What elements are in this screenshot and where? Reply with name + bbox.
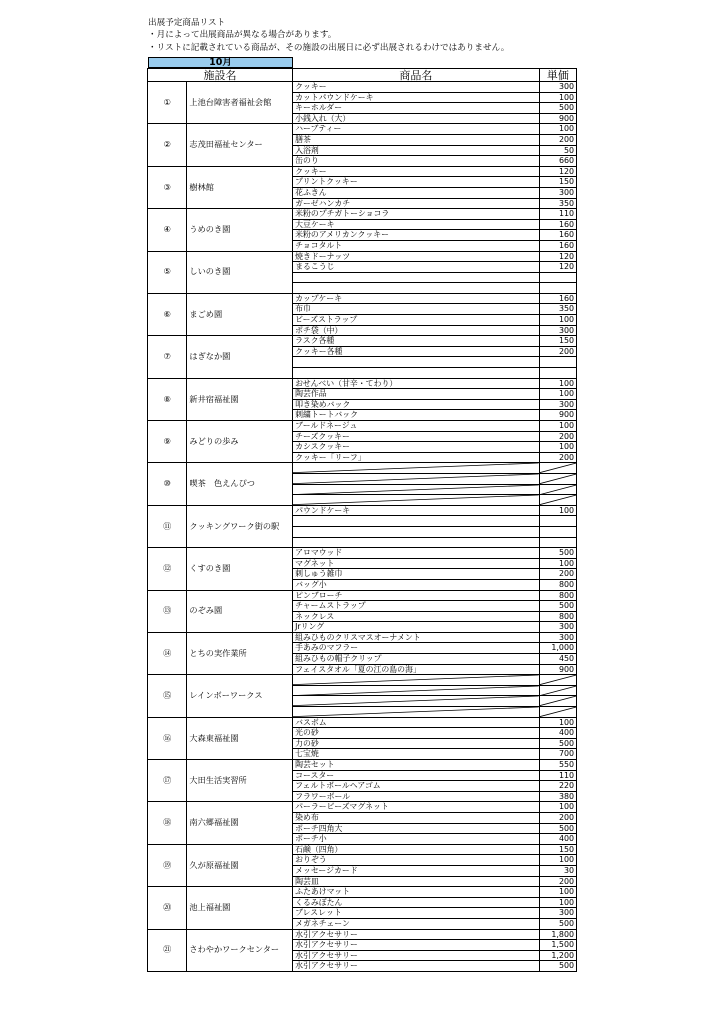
product-price: 110	[539, 770, 576, 781]
product-price	[539, 675, 576, 686]
table-row	[148, 675, 577, 686]
strike-line	[540, 495, 576, 505]
product-name: メガネチェーン	[293, 918, 540, 929]
product-price: 160	[539, 219, 576, 230]
product-price: 500	[539, 103, 576, 114]
product-price: 1,000	[539, 643, 576, 654]
product-price	[539, 537, 576, 548]
product-name: ラスク各種	[293, 336, 540, 347]
facility-number: ⑯	[148, 717, 187, 759]
product-name: 陶芸作品	[293, 389, 540, 400]
product-name: Jrリング	[293, 622, 540, 633]
product-name: 大豆ケーキ	[293, 219, 540, 230]
product-name: 七宝焼	[293, 749, 540, 760]
table-row	[148, 632, 577, 643]
facility-name: みどりの歩み	[187, 421, 293, 463]
product-name: 焼きドーナッツ	[293, 251, 540, 262]
product-name: メッセージカード	[293, 865, 540, 876]
facility-number: ②	[148, 124, 187, 166]
product-name	[293, 495, 540, 506]
product-price: 200	[539, 346, 576, 357]
product-name: ビーズストラップ	[293, 315, 540, 326]
product-price: 660	[539, 156, 576, 167]
product-name: ピンブローチ	[293, 590, 540, 601]
strike-line	[540, 686, 576, 696]
product-name	[293, 283, 540, 294]
product-name: 光の砂	[293, 728, 540, 739]
table-row	[148, 717, 577, 728]
product-price: 50	[539, 145, 576, 156]
table-row	[148, 802, 577, 813]
facility-name: 喫茶 色えんぴつ	[187, 463, 293, 505]
product-price: 100	[539, 855, 576, 866]
product-price: 900	[539, 113, 576, 124]
product-name: ハーブティー	[293, 124, 540, 135]
product-name: パーラービーズマグネット	[293, 802, 540, 813]
product-price: 30	[539, 865, 576, 876]
product-name	[293, 685, 540, 696]
facility-number: ⑨	[148, 421, 187, 463]
facility-number: ⑪	[148, 505, 187, 547]
product-name: カットパウンドケーキ	[293, 92, 540, 103]
product-price: 500	[539, 548, 576, 559]
product-price: 120	[539, 251, 576, 262]
product-price: 800	[539, 579, 576, 590]
product-name: 刺繍トートバック	[293, 410, 540, 421]
product-name: プリントクッキー	[293, 177, 540, 188]
product-name: ポーチ四角大	[293, 823, 540, 834]
product-name: マグネット	[293, 558, 540, 569]
product-name: キーホルダー	[293, 103, 540, 114]
product-price	[539, 526, 576, 537]
product-name: 水引アクセサリー	[293, 929, 540, 940]
strike-line	[540, 485, 576, 495]
product-price: 350	[539, 304, 576, 315]
table-row	[148, 844, 577, 855]
facility-name: さわやかワークセンター	[187, 929, 293, 971]
product-name: 布巾	[293, 304, 540, 315]
facility-number: ⑤	[148, 251, 187, 293]
header-product: 商品名	[293, 69, 540, 82]
product-price	[539, 473, 576, 484]
facility-number: ⑱	[148, 802, 187, 844]
product-name: 染め布	[293, 812, 540, 823]
product-name: 刺しゅう雑巾	[293, 569, 540, 580]
facility-number: ㉑	[148, 929, 187, 971]
product-price: 160	[539, 293, 576, 304]
header-price: 単価	[539, 69, 576, 82]
product-price: 700	[539, 749, 576, 760]
product-price	[539, 707, 576, 718]
product-name: まるこうじ	[293, 262, 540, 273]
product-name: チーズクッキー	[293, 431, 540, 442]
strike-line	[540, 696, 576, 706]
facility-name: 久が原福祉園	[187, 844, 293, 886]
product-name: 力の砂	[293, 738, 540, 749]
table-row	[148, 421, 577, 432]
table-row	[148, 293, 577, 304]
list-title: 出展予定商品リスト	[148, 18, 226, 28]
product-name: チャームストラップ	[293, 601, 540, 612]
product-price: 100	[539, 505, 576, 516]
product-price: 1,800	[539, 929, 576, 940]
facility-name: はぎなか園	[187, 336, 293, 378]
product-price: 350	[539, 198, 576, 209]
product-price: 120	[539, 262, 576, 273]
note-line: ・月によって出展商品が異なる場合があります。	[148, 30, 337, 41]
product-price: 200	[539, 134, 576, 145]
facility-number: ⑲	[148, 844, 187, 886]
product-name: くるみぼたん	[293, 897, 540, 908]
product-price: 100	[539, 92, 576, 103]
facility-name: 志茂田福祉センター	[187, 124, 293, 166]
product-name: カップケーキ	[293, 293, 540, 304]
table-row	[148, 336, 577, 347]
strike-line	[540, 474, 576, 484]
facility-name: うめのき園	[187, 209, 293, 251]
product-price: 300	[539, 325, 576, 336]
strike-line	[540, 463, 576, 473]
product-name: クッキー各種	[293, 346, 540, 357]
product-price	[539, 463, 576, 474]
product-name	[293, 357, 540, 368]
product-price: 800	[539, 590, 576, 601]
product-price: 110	[539, 209, 576, 220]
product-table	[147, 68, 577, 972]
table-row	[148, 82, 577, 93]
facility-name: 新井宿福祉園	[187, 378, 293, 420]
strike-line	[293, 696, 539, 706]
product-name: 陶芸皿	[293, 876, 540, 887]
product-name: おせんべい（甘辛・てわり）	[293, 378, 540, 389]
product-price: 800	[539, 611, 576, 622]
product-name: 水引アクセサリー	[293, 950, 540, 961]
product-price	[539, 516, 576, 527]
facility-number: ⑮	[148, 675, 187, 717]
product-name: ブレスレット	[293, 908, 540, 919]
table-row	[148, 929, 577, 940]
product-name	[293, 368, 540, 379]
strike-line	[540, 707, 576, 717]
product-name: 陶芸セット	[293, 760, 540, 771]
product-price: 380	[539, 791, 576, 802]
product-name	[293, 675, 540, 686]
product-price	[539, 272, 576, 283]
product-name: フラワーボール	[293, 791, 540, 802]
table-row	[148, 590, 577, 601]
facility-number: ⑳	[148, 887, 187, 929]
product-price: 300	[539, 82, 576, 93]
strike-line	[293, 463, 539, 473]
product-name: ブールドネージュ	[293, 421, 540, 432]
facility-name: 上池台障害者福祉会館	[187, 82, 293, 124]
product-name	[293, 516, 540, 527]
facility-number: ⑭	[148, 632, 187, 674]
product-name: ふたあけマット	[293, 887, 540, 898]
product-price: 200	[539, 876, 576, 887]
header-row	[148, 69, 577, 82]
product-name: バスボム	[293, 717, 540, 728]
table-row	[148, 378, 577, 389]
product-price: 160	[539, 240, 576, 251]
facility-name: くすのき園	[187, 548, 293, 590]
facility-number: ④	[148, 209, 187, 251]
product-price: 500	[539, 918, 576, 929]
product-name: チョコタルト	[293, 240, 540, 251]
facility-name: まごめ園	[187, 293, 293, 335]
product-price: 200	[539, 452, 576, 463]
product-price: 550	[539, 760, 576, 771]
product-price: 200	[539, 812, 576, 823]
product-name: クッキー	[293, 82, 540, 93]
product-price: 1,500	[539, 940, 576, 951]
product-price: 400	[539, 728, 576, 739]
table-row	[148, 548, 577, 559]
product-name: 組みひもの帽子クリップ	[293, 654, 540, 665]
product-price: 100	[539, 315, 576, 326]
facility-name: 樹林館	[187, 166, 293, 208]
product-name: ネックレス	[293, 611, 540, 622]
product-price: 150	[539, 844, 576, 855]
facility-name: レインボーワークス	[187, 675, 293, 717]
product-name	[293, 526, 540, 537]
product-name: クッキー	[293, 166, 540, 177]
product-price: 400	[539, 834, 576, 845]
facility-number: ⑦	[148, 336, 187, 378]
product-name: クッキー「リーフ」	[293, 452, 540, 463]
product-name: 石鹸（四角）	[293, 844, 540, 855]
facility-name: しいのき園	[187, 251, 293, 293]
product-price	[539, 368, 576, 379]
strike-line	[540, 675, 576, 685]
product-name	[293, 463, 540, 474]
product-price: 100	[539, 389, 576, 400]
product-price: 100	[539, 717, 576, 728]
product-name: 米粉のプチガトーショコラ	[293, 209, 540, 220]
product-name: おりぞう	[293, 855, 540, 866]
product-name	[293, 707, 540, 718]
strike-line	[293, 485, 539, 495]
table-row	[148, 463, 577, 474]
product-name: 水引アクセサリー	[293, 961, 540, 972]
product-price: 150	[539, 177, 576, 188]
product-price: 300	[539, 908, 576, 919]
product-price: 100	[539, 378, 576, 389]
product-name: フェルトボールヘアゴム	[293, 781, 540, 792]
table-body	[148, 82, 577, 972]
product-name: 小銭入れ（大）	[293, 113, 540, 124]
product-price	[539, 495, 576, 506]
product-price: 100	[539, 558, 576, 569]
facility-number: ⑥	[148, 293, 187, 335]
strike-line	[293, 686, 539, 696]
table-row	[148, 124, 577, 135]
strike-line	[293, 675, 539, 685]
product-price: 500	[539, 738, 576, 749]
product-price: 200	[539, 431, 576, 442]
strike-line	[293, 495, 539, 505]
facility-name: 大田生活実習所	[187, 760, 293, 802]
product-name: 花ふきん	[293, 187, 540, 198]
table-row	[148, 505, 577, 516]
product-price: 100	[539, 442, 576, 453]
product-price: 100	[539, 421, 576, 432]
strike-line	[293, 707, 539, 717]
table-row	[148, 166, 577, 177]
facility-number: ⑬	[148, 590, 187, 632]
product-name: パウンドケーキ	[293, 505, 540, 516]
table-row	[148, 251, 577, 262]
facility-name: のぞみ園	[187, 590, 293, 632]
facility-number: ⑰	[148, 760, 187, 802]
product-price: 500	[539, 961, 576, 972]
product-price: 200	[539, 569, 576, 580]
product-price: 160	[539, 230, 576, 241]
product-name: カシスクッキー	[293, 442, 540, 453]
product-price: 300	[539, 632, 576, 643]
product-price: 500	[539, 823, 576, 834]
product-price	[539, 283, 576, 294]
product-price: 450	[539, 654, 576, 665]
product-name	[293, 537, 540, 548]
product-name: 入浴剤	[293, 145, 540, 156]
strike-line	[293, 474, 539, 484]
facility-number: ①	[148, 82, 187, 124]
facility-name: とちの実作業所	[187, 632, 293, 674]
product-price: 150	[539, 336, 576, 347]
product-price: 100	[539, 897, 576, 908]
product-name: フェイスタオル「夏の江の島の海」	[293, 664, 540, 675]
product-name: ポーチ小	[293, 834, 540, 845]
product-price: 300	[539, 187, 576, 198]
product-price: 120	[539, 166, 576, 177]
header-facility: 施設名	[148, 69, 293, 82]
table-row	[148, 760, 577, 771]
product-price	[539, 357, 576, 368]
facility-number: ⑩	[148, 463, 187, 505]
facility-name: 南六郷福祉園	[187, 802, 293, 844]
product-name	[293, 484, 540, 495]
month-label: 10月	[148, 57, 293, 68]
table-row	[148, 887, 577, 898]
product-name: 膳茶	[293, 134, 540, 145]
product-price	[539, 696, 576, 707]
product-price: 900	[539, 410, 576, 421]
product-name: 水引アクセサリー	[293, 940, 540, 951]
product-price: 300	[539, 399, 576, 410]
product-price: 100	[539, 124, 576, 135]
product-name: ガーゼハンカチ	[293, 198, 540, 209]
product-price: 100	[539, 802, 576, 813]
product-price: 300	[539, 622, 576, 633]
facility-number: ③	[148, 166, 187, 208]
product-price: 1,200	[539, 950, 576, 961]
note-line: ・リストに記載されている商品が、その施設の出展日に必ず出展されるわけではありません。	[148, 42, 510, 53]
product-name: コースター	[293, 770, 540, 781]
product-name	[293, 272, 540, 283]
product-name	[293, 696, 540, 707]
product-name: 手あみのマフラー	[293, 643, 540, 654]
product-name: 缶のり	[293, 156, 540, 167]
facility-name: 池上福祉園	[187, 887, 293, 929]
table-row	[148, 209, 577, 220]
product-price: 900	[539, 664, 576, 675]
facility-name: クッキングワーク街の駅	[187, 505, 293, 547]
product-price: 100	[539, 887, 576, 898]
product-price	[539, 484, 576, 495]
product-name: 米粉のアメリカンクッキー	[293, 230, 540, 241]
product-price: 500	[539, 601, 576, 612]
product-price	[539, 685, 576, 696]
facility-name: 大森東福祉園	[187, 717, 293, 759]
product-name: アロマウッド	[293, 548, 540, 559]
product-name: ポチ袋（中）	[293, 325, 540, 336]
product-name: 叩き染めバック	[293, 399, 540, 410]
facility-number: ⑫	[148, 548, 187, 590]
product-price: 220	[539, 781, 576, 792]
product-name: バッグ小	[293, 579, 540, 590]
product-name: 組みひものクリスマスオーナメント	[293, 632, 540, 643]
product-name	[293, 473, 540, 484]
notes	[148, 17, 509, 54]
facility-number: ⑧	[148, 378, 187, 420]
